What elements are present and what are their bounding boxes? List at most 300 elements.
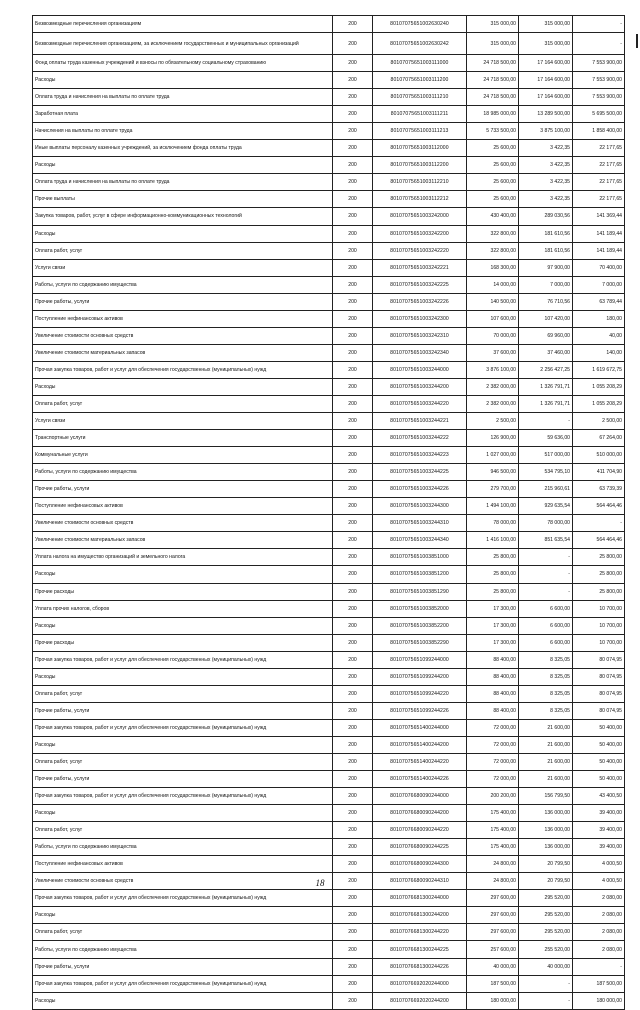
- unexecuted-amount-cell: 4 000,50: [573, 856, 625, 873]
- table-row: [33, 634, 625, 651]
- budget-classification-code-cell: 80107075651003244223: [373, 447, 467, 464]
- executed-amount-cell: 78 000,00: [519, 515, 573, 532]
- row-code-cell: 200: [333, 566, 373, 583]
- row-code-cell: 200: [333, 259, 373, 276]
- table-row: [33, 941, 625, 958]
- row-name-cell: Увеличение стоимости материальных запасов: [33, 344, 333, 361]
- approved-amount-cell: 297 600,00: [467, 924, 519, 941]
- row-code-cell: 200: [333, 123, 373, 140]
- row-code-cell: 200: [333, 481, 373, 498]
- row-code-cell: 200: [333, 327, 373, 344]
- approved-amount-cell: 24 800,00: [467, 873, 519, 890]
- approved-amount-cell: 315 000,00: [467, 16, 519, 33]
- budget-classification-code-cell: 80107076692020244200: [373, 992, 467, 1009]
- table-row: [33, 327, 625, 344]
- table-row: [33, 16, 625, 33]
- table-row: [33, 361, 625, 378]
- table-row: [33, 549, 625, 566]
- row-code-cell: 200: [333, 992, 373, 1009]
- table-row: [33, 958, 625, 975]
- row-name-cell: Иные выплаты персоналу казенных учреждений, за исключением фонда оплаты труда: [33, 140, 333, 157]
- table-row: [33, 33, 625, 55]
- row-code-cell: 200: [333, 498, 373, 515]
- row-name-cell: Безвозмездные перечисления организациям: [33, 16, 333, 33]
- table-row: [33, 685, 625, 702]
- executed-amount-cell: 6 600,00: [519, 600, 573, 617]
- approved-amount-cell: 1 027 000,00: [467, 447, 519, 464]
- table-row: [33, 242, 625, 259]
- row-code-cell: 200: [333, 822, 373, 839]
- budget-classification-code-cell: 80107075651099244200: [373, 668, 467, 685]
- unexecuted-amount-cell: 50 400,00: [573, 736, 625, 753]
- row-name-cell: Увеличение стоимости основных средств: [33, 515, 333, 532]
- budget-classification-code-cell: 80107075651003244000: [373, 361, 467, 378]
- row-code-cell: 200: [333, 736, 373, 753]
- executed-amount-cell: 17 164 600,00: [519, 72, 573, 89]
- row-name-cell: Оплата работ, услуг: [33, 822, 333, 839]
- budget-classification-code-cell: 80107075651003242220: [373, 242, 467, 259]
- executed-amount-cell: 315 000,00: [519, 33, 573, 55]
- row-code-cell: 200: [333, 16, 373, 33]
- table-row: [33, 515, 625, 532]
- approved-amount-cell: 24 718 500,00: [467, 89, 519, 106]
- unexecuted-amount-cell: 70 400,00: [573, 259, 625, 276]
- unexecuted-amount-cell: 180,00: [573, 310, 625, 327]
- approved-amount-cell: 168 300,00: [467, 259, 519, 276]
- row-code-cell: 200: [333, 191, 373, 208]
- approved-amount-cell: 25 800,00: [467, 549, 519, 566]
- table-row: [33, 771, 625, 788]
- table-row: [33, 208, 625, 225]
- budget-classification-code-cell: 80107075651003851000: [373, 549, 467, 566]
- budget-classification-code-cell: 80107075651003242221: [373, 259, 467, 276]
- unexecuted-amount-cell: 63 789,44: [573, 293, 625, 310]
- budget-classification-code-cell: 80107076680090244225: [373, 839, 467, 856]
- executed-amount-cell: 8 325,05: [519, 668, 573, 685]
- unexecuted-amount-cell: 22 177,65: [573, 140, 625, 157]
- budget-classification-code-cell: 80107075651003242000: [373, 208, 467, 225]
- row-code-cell: 200: [333, 72, 373, 89]
- executed-amount-cell: 295 520,00: [519, 924, 573, 941]
- table-row: [33, 123, 625, 140]
- approved-amount-cell: 72 000,00: [467, 736, 519, 753]
- row-name-cell: Оплата работ, услуг: [33, 395, 333, 412]
- unexecuted-amount-cell: 39 400,00: [573, 805, 625, 822]
- row-name-cell: Безвозмездные перечисления организациям, за исключением государственных и муниципальных организаций: [33, 33, 333, 55]
- table-row: [33, 378, 625, 395]
- row-code-cell: 200: [333, 617, 373, 634]
- unexecuted-amount-cell: 141 189,44: [573, 242, 625, 259]
- budget-classification-code-cell: 80107075651003852290: [373, 634, 467, 651]
- table-row: [33, 344, 625, 361]
- table-row: [33, 617, 625, 634]
- row-name-cell: Транспортные услуги: [33, 430, 333, 447]
- table-row: [33, 191, 625, 208]
- row-code-cell: 200: [333, 413, 373, 430]
- unexecuted-amount-cell: 187 500,00: [573, 975, 625, 992]
- table-row: [33, 106, 625, 123]
- unexecuted-amount-cell: 7 553 900,00: [573, 89, 625, 106]
- table-row: [33, 651, 625, 668]
- row-code-cell: 200: [333, 310, 373, 327]
- executed-amount-cell: 8 325,05: [519, 651, 573, 668]
- row-code-cell: 200: [333, 361, 373, 378]
- row-code-cell: 200: [333, 140, 373, 157]
- row-code-cell: 200: [333, 753, 373, 770]
- row-name-cell: Прочая закупка товаров, работ и услуг для обеспечения государственных (муниципальных) нужд: [33, 890, 333, 907]
- executed-amount-cell: 1 326 791,71: [519, 395, 573, 412]
- budget-classification-code-cell: 80107075651003111210: [373, 89, 467, 106]
- table-row: [33, 310, 625, 327]
- row-name-cell: Расходы: [33, 992, 333, 1009]
- table-row: [33, 174, 625, 191]
- row-name-cell: Работы, услуги по содержанию имущества: [33, 276, 333, 293]
- table-row: [33, 566, 625, 583]
- row-name-cell: Увеличение стоимости материальных запасов: [33, 532, 333, 549]
- row-code-cell: 200: [333, 344, 373, 361]
- executed-amount-cell: 517 000,00: [519, 447, 573, 464]
- row-name-cell: Работы, услуги по содержанию имущества: [33, 839, 333, 856]
- row-name-cell: Расходы: [33, 907, 333, 924]
- table-row: [33, 583, 625, 600]
- approved-amount-cell: 2 382 000,00: [467, 395, 519, 412]
- executed-amount-cell: 20 799,50: [519, 873, 573, 890]
- budget-classification-code-cell: 80107075651099244220: [373, 685, 467, 702]
- table-row: [33, 140, 625, 157]
- unexecuted-amount-cell: 25 800,00: [573, 566, 625, 583]
- budget-classification-code-cell: 80107075651003242200: [373, 225, 467, 242]
- unexecuted-amount-cell: 39 400,00: [573, 839, 625, 856]
- unexecuted-amount-cell: 140,00: [573, 344, 625, 361]
- executed-amount-cell: 136 000,00: [519, 822, 573, 839]
- approved-amount-cell: 322 800,00: [467, 225, 519, 242]
- budget-classification-code-cell: 80107075651003111000: [373, 55, 467, 72]
- budget-classification-code-cell: 80107076681300244200: [373, 907, 467, 924]
- table-row: [33, 225, 625, 242]
- approved-amount-cell: 24 718 500,00: [467, 72, 519, 89]
- unexecuted-amount-cell: -: [573, 33, 625, 55]
- row-code-cell: 200: [333, 447, 373, 464]
- budget-classification-code-cell: 80107075651003242225: [373, 276, 467, 293]
- approved-amount-cell: 322 800,00: [467, 242, 519, 259]
- unexecuted-amount-cell: 22 177,65: [573, 157, 625, 174]
- budget-execution-table: [32, 15, 625, 1010]
- unexecuted-amount-cell: 25 800,00: [573, 583, 625, 600]
- row-name-cell: Прочая закупка товаров, работ и услуг для обеспечения государственных (муниципальных) нужд: [33, 975, 333, 992]
- budget-classification-code-cell: 80107075651003852000: [373, 600, 467, 617]
- budget-classification-code-cell: 80107075651003111211: [373, 106, 467, 123]
- row-code-cell: 200: [333, 907, 373, 924]
- row-name-cell: Увеличение стоимости основных средств: [33, 327, 333, 344]
- row-code-cell: 200: [333, 668, 373, 685]
- table-row: [33, 907, 625, 924]
- table-row: [33, 89, 625, 106]
- row-name-cell: Прочая закупка товаров, работ и услуг для обеспечения государственных (муниципальных) нужд: [33, 361, 333, 378]
- row-code-cell: 200: [333, 839, 373, 856]
- unexecuted-amount-cell: 2 080,00: [573, 907, 625, 924]
- approved-amount-cell: 2 500,00: [467, 413, 519, 430]
- row-code-cell: 200: [333, 651, 373, 668]
- executed-amount-cell: 851 635,54: [519, 532, 573, 549]
- executed-amount-cell: 3 422,35: [519, 140, 573, 157]
- budget-classification-code-cell: 80107075651003852200: [373, 617, 467, 634]
- budget-classification-code-cell: 80107075651003244222: [373, 430, 467, 447]
- row-name-cell: Расходы: [33, 225, 333, 242]
- budget-classification-code-cell: 80107076680090244000: [373, 788, 467, 805]
- executed-amount-cell: 21 600,00: [519, 719, 573, 736]
- row-name-cell: Оплата труда и начисления на выплаты по оплате труда: [33, 89, 333, 106]
- budget-classification-code-cell: 80107075651002630242: [373, 33, 467, 55]
- table-row: [33, 839, 625, 856]
- table-row: [33, 532, 625, 549]
- unexecuted-amount-cell: 7 000,00: [573, 276, 625, 293]
- unexecuted-amount-cell: 141 189,44: [573, 225, 625, 242]
- unexecuted-amount-cell: 22 177,65: [573, 174, 625, 191]
- unexecuted-amount-cell: 39 400,00: [573, 822, 625, 839]
- row-name-cell: Работы, услуги по содержанию имущества: [33, 941, 333, 958]
- row-code-cell: 200: [333, 941, 373, 958]
- row-code-cell: 200: [333, 225, 373, 242]
- executed-amount-cell: 17 164 600,00: [519, 89, 573, 106]
- approved-amount-cell: 297 600,00: [467, 907, 519, 924]
- executed-amount-cell: 8 325,05: [519, 702, 573, 719]
- executed-amount-cell: 181 610,56: [519, 242, 573, 259]
- row-code-cell: 200: [333, 805, 373, 822]
- row-name-cell: Расходы: [33, 157, 333, 174]
- budget-classification-code-cell: 80107076681300244225: [373, 941, 467, 958]
- row-name-cell: Заработная плата: [33, 106, 333, 123]
- executed-amount-cell: 3 422,35: [519, 174, 573, 191]
- row-name-cell: Уплата прочих налогов, сборов: [33, 600, 333, 617]
- budget-classification-code-cell: 80107075651003242340: [373, 344, 467, 361]
- budget-classification-code-cell: 80107075651003244221: [373, 413, 467, 430]
- row-code-cell: 200: [333, 549, 373, 566]
- unexecuted-amount-cell: 2 080,00: [573, 941, 625, 958]
- row-name-cell: Расходы: [33, 72, 333, 89]
- executed-amount-cell: 136 000,00: [519, 839, 573, 856]
- scan-edge-mark: [636, 34, 638, 48]
- unexecuted-amount-cell: 180 000,00: [573, 992, 625, 1009]
- budget-classification-code-cell: 80107075651003244220: [373, 395, 467, 412]
- executed-amount-cell: 59 636,00: [519, 430, 573, 447]
- approved-amount-cell: 25 800,00: [467, 566, 519, 583]
- executed-amount-cell: 289 030,56: [519, 208, 573, 225]
- row-name-cell: Прочие работы, услуги: [33, 771, 333, 788]
- approved-amount-cell: 18 985 000,00: [467, 106, 519, 123]
- row-code-cell: 200: [333, 600, 373, 617]
- budget-classification-code-cell: 80107075651003851200: [373, 566, 467, 583]
- executed-amount-cell: -: [519, 975, 573, 992]
- approved-amount-cell: 279 700,00: [467, 481, 519, 498]
- budget-classification-code-cell: 80107075651002630240: [373, 16, 467, 33]
- row-name-cell: Оплата труда и начисления на выплаты по оплате труда: [33, 174, 333, 191]
- approved-amount-cell: 175 400,00: [467, 805, 519, 822]
- executed-amount-cell: 97 900,00: [519, 259, 573, 276]
- unexecuted-amount-cell: 80 074,95: [573, 651, 625, 668]
- row-name-cell: Начисления на выплаты по оплате труда: [33, 123, 333, 140]
- executed-amount-cell: 69 960,00: [519, 327, 573, 344]
- budget-classification-code-cell: 80107075651003244310: [373, 515, 467, 532]
- approved-amount-cell: 1 416 100,00: [467, 532, 519, 549]
- executed-amount-cell: 3 875 100,00: [519, 123, 573, 140]
- unexecuted-amount-cell: 141 369,44: [573, 208, 625, 225]
- approved-amount-cell: 14 000,00: [467, 276, 519, 293]
- row-code-cell: 200: [333, 958, 373, 975]
- row-code-cell: 200: [333, 583, 373, 600]
- table-row: [33, 788, 625, 805]
- row-name-cell: Расходы: [33, 378, 333, 395]
- table-row: [33, 464, 625, 481]
- unexecuted-amount-cell: 50 400,00: [573, 771, 625, 788]
- executed-amount-cell: 107 420,00: [519, 310, 573, 327]
- unexecuted-amount-cell: 10 700,00: [573, 600, 625, 617]
- row-code-cell: 200: [333, 702, 373, 719]
- approved-amount-cell: 25 600,00: [467, 157, 519, 174]
- table-row: [33, 293, 625, 310]
- table-row: [33, 430, 625, 447]
- row-name-cell: Фонд оплаты труда казенных учреждений и взносы по обязательному социальному страхованию: [33, 55, 333, 72]
- row-name-cell: Прочая закупка товаров, работ и услуг для обеспечения государственных (муниципальных) нужд: [33, 651, 333, 668]
- executed-amount-cell: 315 000,00: [519, 16, 573, 33]
- budget-classification-code-cell: 80107075651400244200: [373, 736, 467, 753]
- budget-classification-code-cell: 80107076681300244226: [373, 958, 467, 975]
- budget-classification-code-cell: 80107076681300244000: [373, 890, 467, 907]
- row-name-cell: Услуги связи: [33, 413, 333, 430]
- approved-amount-cell: 107 600,00: [467, 310, 519, 327]
- unexecuted-amount-cell: 1 858 400,00: [573, 123, 625, 140]
- unexecuted-amount-cell: 2 500,00: [573, 413, 625, 430]
- approved-amount-cell: 25 600,00: [467, 140, 519, 157]
- unexecuted-amount-cell: -: [573, 515, 625, 532]
- budget-classification-code-cell: 80107076681300244220: [373, 924, 467, 941]
- budget-classification-code-cell: 80107075651003112200: [373, 157, 467, 174]
- row-name-cell: Поступление нефинансовых активов: [33, 856, 333, 873]
- table-row: [33, 736, 625, 753]
- row-name-cell: Прочая закупка товаров, работ и услуг для обеспечения государственных (муниципальных) нужд: [33, 788, 333, 805]
- executed-amount-cell: 21 600,00: [519, 736, 573, 753]
- table-row: [33, 668, 625, 685]
- unexecuted-amount-cell: 2 080,00: [573, 924, 625, 941]
- approved-amount-cell: 1 494 100,00: [467, 498, 519, 515]
- row-code-cell: 200: [333, 89, 373, 106]
- row-code-cell: 200: [333, 532, 373, 549]
- row-name-cell: Работы, услуги по содержанию имущества: [33, 464, 333, 481]
- unexecuted-amount-cell: 25 800,00: [573, 549, 625, 566]
- row-code-cell: 200: [333, 430, 373, 447]
- budget-classification-code-cell: 80107075651003242310: [373, 327, 467, 344]
- table-row: [33, 822, 625, 839]
- unexecuted-amount-cell: 4 000,50: [573, 873, 625, 890]
- row-name-cell: Поступление нефинансовых активов: [33, 310, 333, 327]
- budget-classification-code-cell: 80107075651003112000: [373, 140, 467, 157]
- unexecuted-amount-cell: 1 055 208,29: [573, 395, 625, 412]
- budget-classification-code-cell: 80107075651003244226: [373, 481, 467, 498]
- approved-amount-cell: 72 000,00: [467, 771, 519, 788]
- approved-amount-cell: 88 400,00: [467, 651, 519, 668]
- row-name-cell: Прочие работы, услуги: [33, 293, 333, 310]
- unexecuted-amount-cell: 80 074,95: [573, 668, 625, 685]
- budget-classification-code-cell: 80107075651003244300: [373, 498, 467, 515]
- table-row: [33, 992, 625, 1009]
- budget-classification-code-cell: 80107076680090244300: [373, 856, 467, 873]
- approved-amount-cell: 25 800,00: [467, 583, 519, 600]
- row-code-cell: 200: [333, 293, 373, 310]
- approved-amount-cell: 126 900,00: [467, 430, 519, 447]
- table-row: [33, 157, 625, 174]
- row-code-cell: 200: [333, 174, 373, 191]
- approved-amount-cell: 430 400,00: [467, 208, 519, 225]
- budget-classification-code-cell: 80107075651003242300: [373, 310, 467, 327]
- budget-classification-code-cell: 80107075651099244000: [373, 651, 467, 668]
- budget-classification-code-cell: 80107075651003111200: [373, 72, 467, 89]
- unexecuted-amount-cell: 7 553 900,00: [573, 72, 625, 89]
- approved-amount-cell: 17 300,00: [467, 617, 519, 634]
- approved-amount-cell: 315 000,00: [467, 33, 519, 55]
- approved-amount-cell: 5 733 500,00: [467, 123, 519, 140]
- approved-amount-cell: 88 400,00: [467, 702, 519, 719]
- row-code-cell: 200: [333, 685, 373, 702]
- approved-amount-cell: 17 300,00: [467, 600, 519, 617]
- executed-amount-cell: 8 325,05: [519, 685, 573, 702]
- executed-amount-cell: 20 799,50: [519, 856, 573, 873]
- executed-amount-cell: 21 600,00: [519, 771, 573, 788]
- row-name-cell: Прочие расходы: [33, 583, 333, 600]
- budget-classification-code-cell: 80107075651003244340: [373, 532, 467, 549]
- table-row: [33, 753, 625, 770]
- approved-amount-cell: 24 800,00: [467, 856, 519, 873]
- unexecuted-amount-cell: 50 400,00: [573, 753, 625, 770]
- row-code-cell: 200: [333, 788, 373, 805]
- executed-amount-cell: 534 795,10: [519, 464, 573, 481]
- unexecuted-amount-cell: 40,00: [573, 327, 625, 344]
- row-name-cell: Прочие работы, услуги: [33, 481, 333, 498]
- approved-amount-cell: 17 300,00: [467, 634, 519, 651]
- unexecuted-amount-cell: 80 074,95: [573, 702, 625, 719]
- row-name-cell: Оплата работ, услуг: [33, 924, 333, 941]
- row-code-cell: 200: [333, 975, 373, 992]
- row-code-cell: 200: [333, 464, 373, 481]
- unexecuted-amount-cell: 67 264,00: [573, 430, 625, 447]
- row-name-cell: Прочие расходы: [33, 634, 333, 651]
- row-code-cell: 200: [333, 378, 373, 395]
- executed-amount-cell: 17 164 600,00: [519, 55, 573, 72]
- unexecuted-amount-cell: 2 080,00: [573, 890, 625, 907]
- unexecuted-amount-cell: 564 464,46: [573, 498, 625, 515]
- executed-amount-cell: 76 710,56: [519, 293, 573, 310]
- row-code-cell: 200: [333, 208, 373, 225]
- budget-classification-code-cell: 80107075651400244226: [373, 771, 467, 788]
- executed-amount-cell: 6 600,00: [519, 617, 573, 634]
- row-name-cell: Оплата работ, услуг: [33, 685, 333, 702]
- executed-amount-cell: 929 635,54: [519, 498, 573, 515]
- approved-amount-cell: 175 400,00: [467, 839, 519, 856]
- page-number: 18: [315, 878, 325, 888]
- budget-classification-code-cell: 80107075651400244000: [373, 719, 467, 736]
- row-name-cell: Прочие выплаты: [33, 191, 333, 208]
- table-row: [33, 600, 625, 617]
- table-row: [33, 413, 625, 430]
- unexecuted-amount-cell: 10 700,00: [573, 617, 625, 634]
- unexecuted-amount-cell: 510 000,00: [573, 447, 625, 464]
- approved-amount-cell: 72 000,00: [467, 753, 519, 770]
- executed-amount-cell: 156 799,50: [519, 788, 573, 805]
- table-row: [33, 447, 625, 464]
- executed-amount-cell: 7 000,00: [519, 276, 573, 293]
- row-name-cell: Уплата налога на имущество организаций и земельного налога: [33, 549, 333, 566]
- row-name-cell: Поступление нефинансовых активов: [33, 498, 333, 515]
- row-code-cell: 200: [333, 55, 373, 72]
- approved-amount-cell: 25 600,00: [467, 174, 519, 191]
